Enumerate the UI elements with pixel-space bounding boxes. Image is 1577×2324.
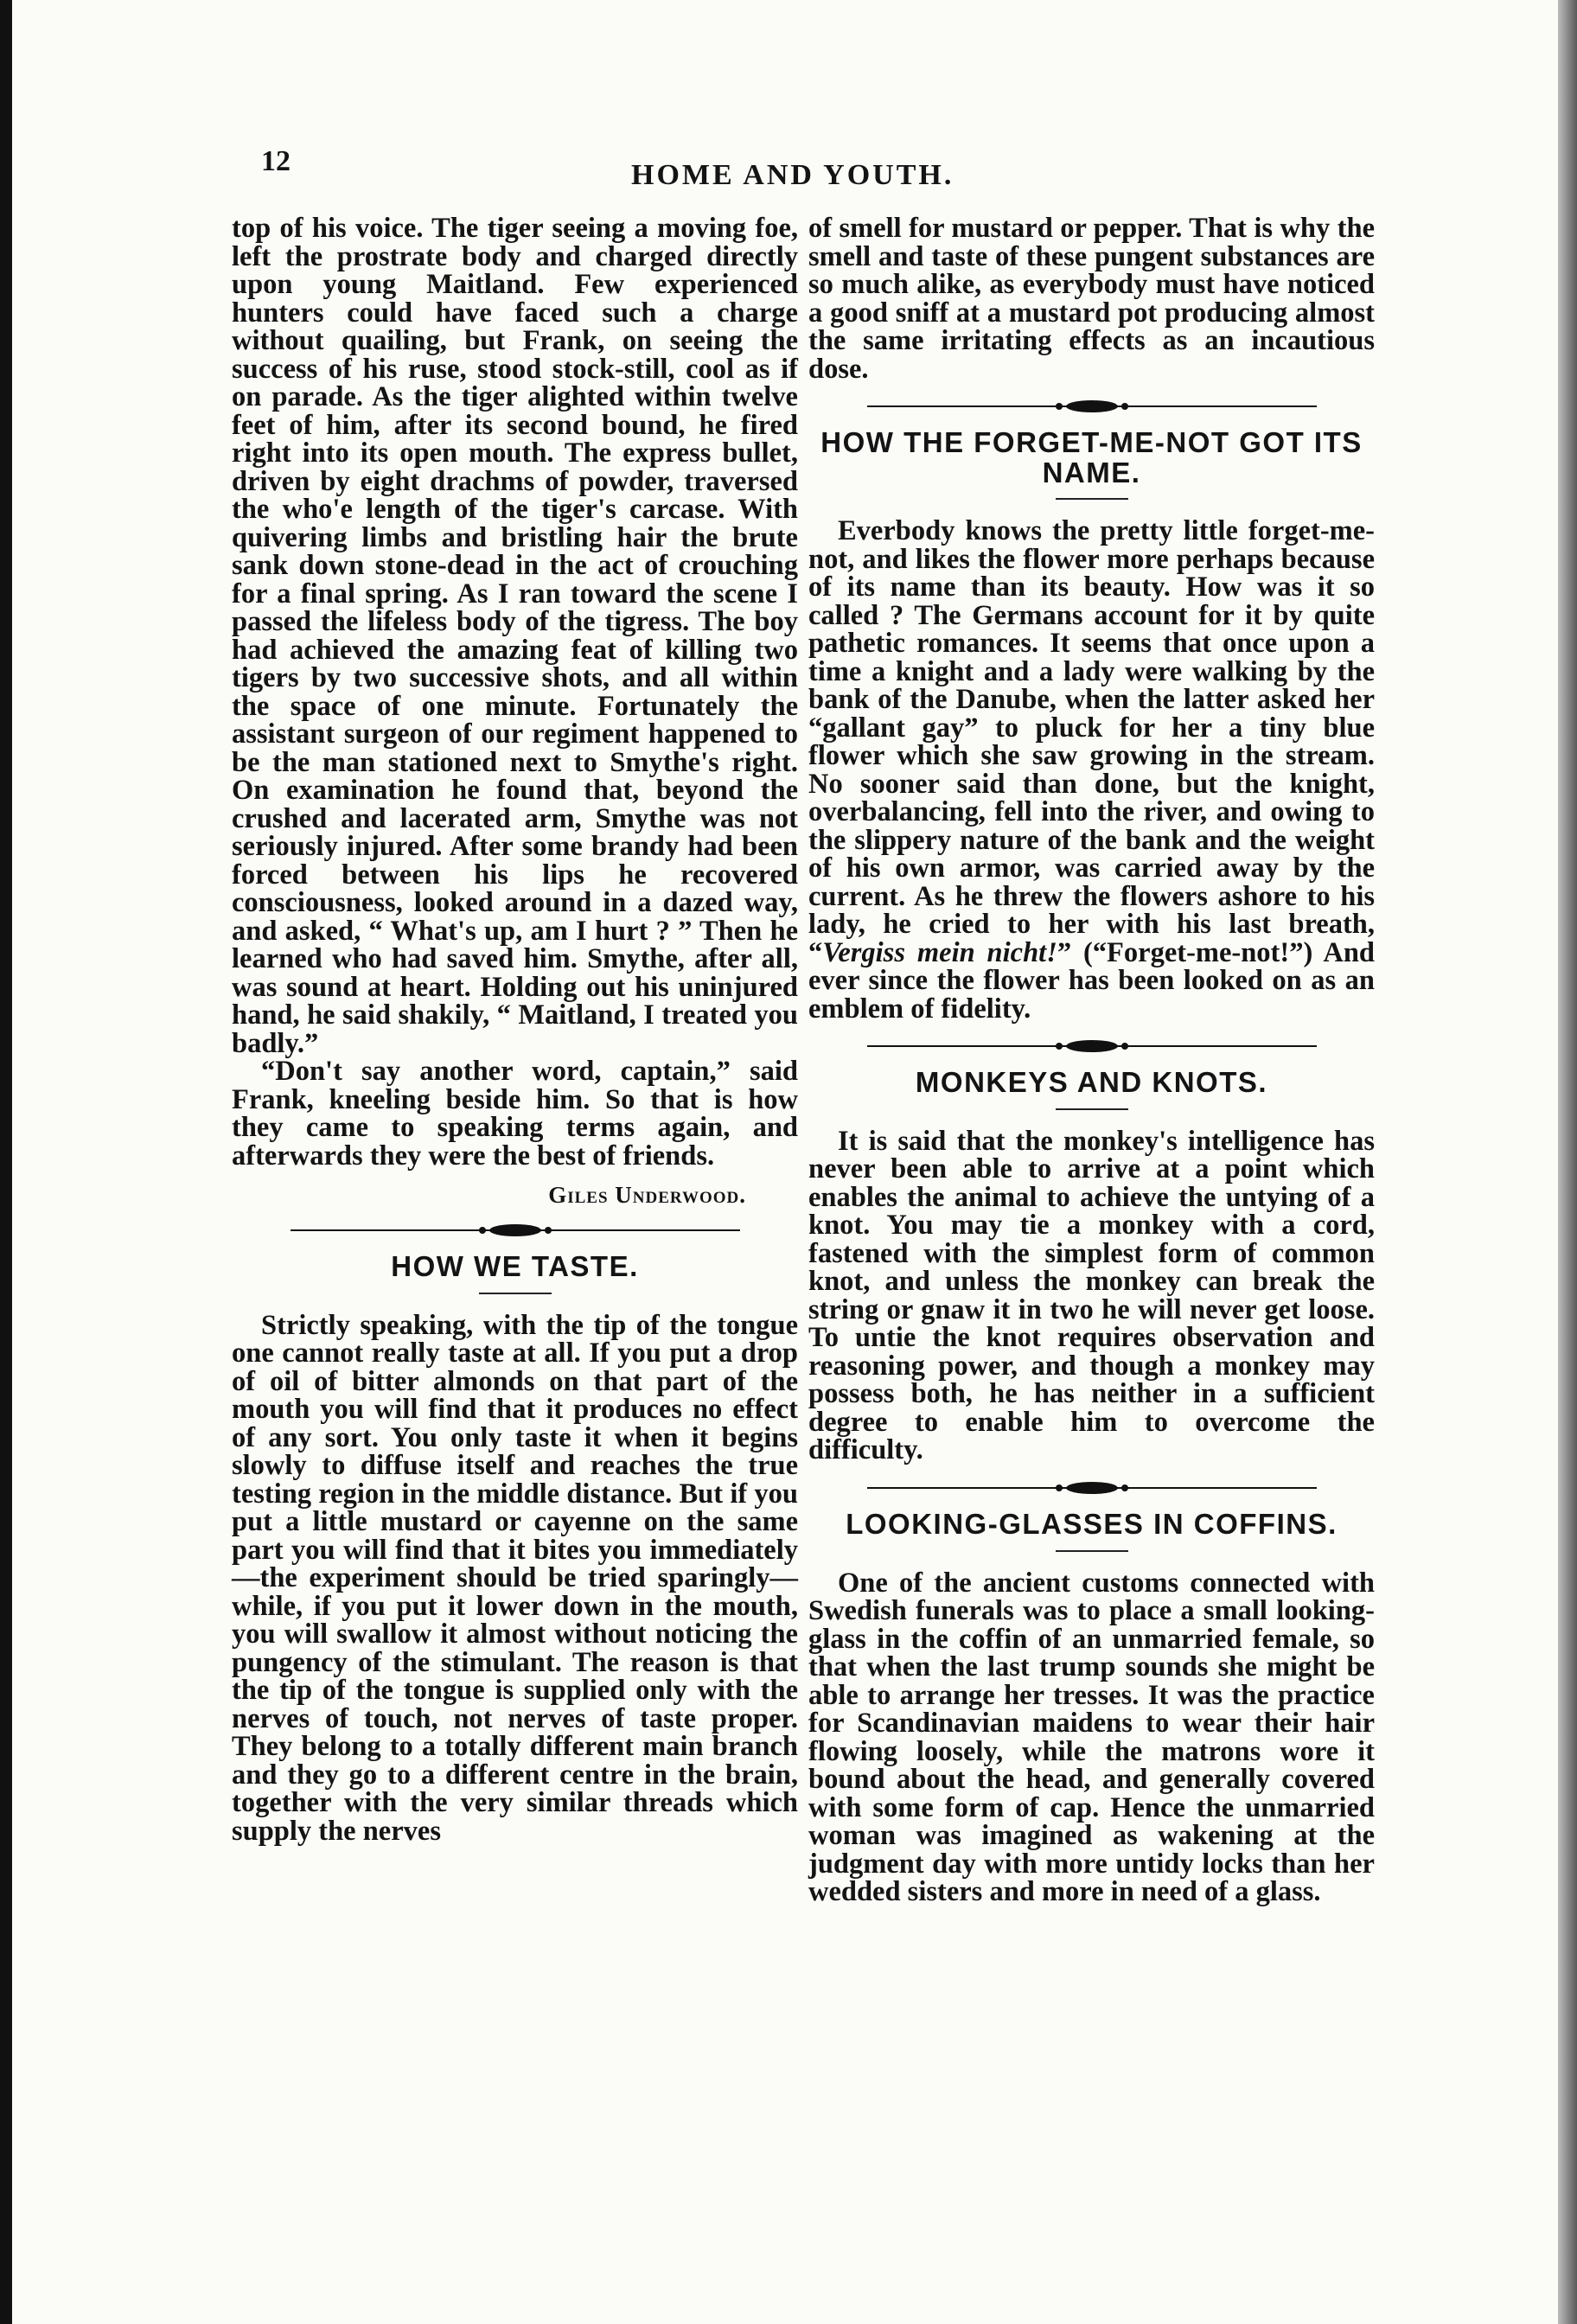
story-closing-paragraph: “Don't say another word, captain,” said Frank, kneeling beside him. So that is how they came to speaking terms again, and afterwards they were the best of friends. — [232, 1056, 798, 1172]
running-title: HOME AND YOUTH. — [631, 159, 954, 191]
author-signature: Giles Underwood. — [548, 1182, 746, 1208]
article-body-monkeys-and-knots: It is said that the monkey's intelligence has never been able to arrive at a point which enables the animal to achieve the untying of a knot. You may tie a monkey with a cord, fastened with the simplest form of common knot, and unless the monkey can break the string or gnaw it in two he will never get loose. To untie the knot requires observation and reasoning power, and though a monkey may possess both, he has neither in a sufficient degree to enable him to overcome the difficulty. — [808, 1125, 1375, 1466]
article-body-how-we-taste: Strictly speaking, with the tip of the tongue one cannot really taste at all. If you put a drop of oil of bitter almonds on that part of the mouth you will find that it produces no effect of any sort. You only taste it when it begins slowly to diffuse itself and reaches the true testing region in the middle distance. But if you put a little mustard or cayenne on the same part you will find that it bites you immediately—the experiment should be tried sparingly—while, if you put it lower down in the mouth, you will swallow it almost without noticing the pungency of the stimulant. The reason is that the tip of the tongue is supplied only with the nerves of touch, not nerves of taste proper. They belong to a totally different main branch and they go to a different centre in the brain, together with the very similar threads which supply the nerves — [232, 1309, 798, 1847]
article-title-looking-glasses: LOOKING-GLASSES IN COFFINS. — [846, 1507, 1338, 1540]
right-column — [808, 214, 1375, 1906]
article-title-how-we-taste: HOW WE TASTE. — [391, 1250, 639, 1282]
page-number: 12 — [261, 145, 290, 177]
forget-me-not-text-part-1: Everbody knows the pretty little forget-me-not, and likes the flower more perhaps because of its name than its beauty. How was it so called ? The Germans account for it by quite pathetic romances. It seems that once upon a time a knight and a lady were walking by the bank of the Danube, when the latter asked her “gallant gay” to pluck for her a tiny blue flower which she saw growing in the stream. No sooner said than done, but the knight, overbalancing, fell into the river, and owing to the slippery nature of the bank and the weight of his own armor, was carried away by the current. As he threw the flowers ashore to his lady, he cried to her with his last breath, “ — [808, 515, 1375, 968]
article-body-forget-me-not — [808, 517, 1375, 1023]
scan-right-edge — [1558, 0, 1577, 2324]
title-underline — [1056, 1550, 1128, 1552]
ornament-divider-3 — [867, 1038, 1317, 1054]
article-body-looking-glasses: One of the ancient customs connected with Swedish funerals was to place a small looking-glass in the coffin of an unmarried female, so that when the last trump sounds she might be able to arrange her tresses. It was the practice for Scandinavian maidens to wear their hair flowing loosely, while the matrons wore it bound about the head, and generally covered with some form of cap. Hence the unmarried woman was imagined as wakening at the judgment day with more untidy locks than her wedded sisters and more in need of a glass. — [808, 1567, 1375, 1908]
forget-me-not-text-part-2: ” (“Forget-me-not!”) And ever since the flower has been looked on as an emblem of fidelity. — [808, 936, 1375, 1025]
scan-left-edge — [0, 0, 12, 2324]
left-column — [232, 214, 798, 1845]
ornament-divider-2 — [867, 399, 1317, 414]
story-continuation-paragraph: top of his voice. The tiger seeing a moving foe, left the prostrate body and charged directly upon young Maitland. Few experienced hunters could have faced such a charge without quailing, but Frank, on seeing the success of his ruse, stood stock-still, cool as if on parade. As the tiger alighted within twelve feet of him, after its second bound, he fired right into its open mouth. The express bullet, driven by eight drachms of powder, traversed the who'e length of the tiger's carcase. With quivering limbs and bristling hair the brute sank down stone-dead in the act of crouching for a final spring. As I ran toward the scene I passed the lifeless body of the tigress. The boy had achieved the amazing feat of killing two tigers by two successive shots, and all within the space of one minute. Fortunately the assistant surgeon of our regiment happened to be the man stationed next to Smythe's right. On examination he found that, beyond the crushed and lacerated arm, Smythe was not seriously injured. After some brandy had been forced between his lips he recovered consciousness, looked around in a dazed way, and asked, “ What's up, am I hurt ? ” Then he learned who had saved him. Smythe, after all, was sound at heart. Holding out his uninjured hand, he said shakily, “ Maitland, I treated you badly.” — [232, 213, 798, 1059]
ornament-divider-1 — [290, 1223, 740, 1238]
ornament-divider-4 — [867, 1480, 1317, 1496]
article-body-taste-continued: of smell for mustard or pepper. That is why the smell and taste of these pungent substances are so much alike, as everybody must have noticed a good sniff at a mustard pot producing almost the same irritating effects as an incautious dose. — [808, 213, 1375, 385]
title-underline — [479, 1293, 552, 1294]
forget-me-not-italic-phrase: Vergiss mein nicht! — [822, 936, 1057, 968]
article-title-monkeys-and-knots: MONKEYS AND KNOTS. — [915, 1066, 1268, 1099]
title-underline — [1056, 498, 1128, 500]
article-title-forget-me-not: HOW THE FORGET-ME-NOT GOT ITS NAME. — [820, 426, 1363, 488]
title-underline — [1056, 1108, 1128, 1110]
